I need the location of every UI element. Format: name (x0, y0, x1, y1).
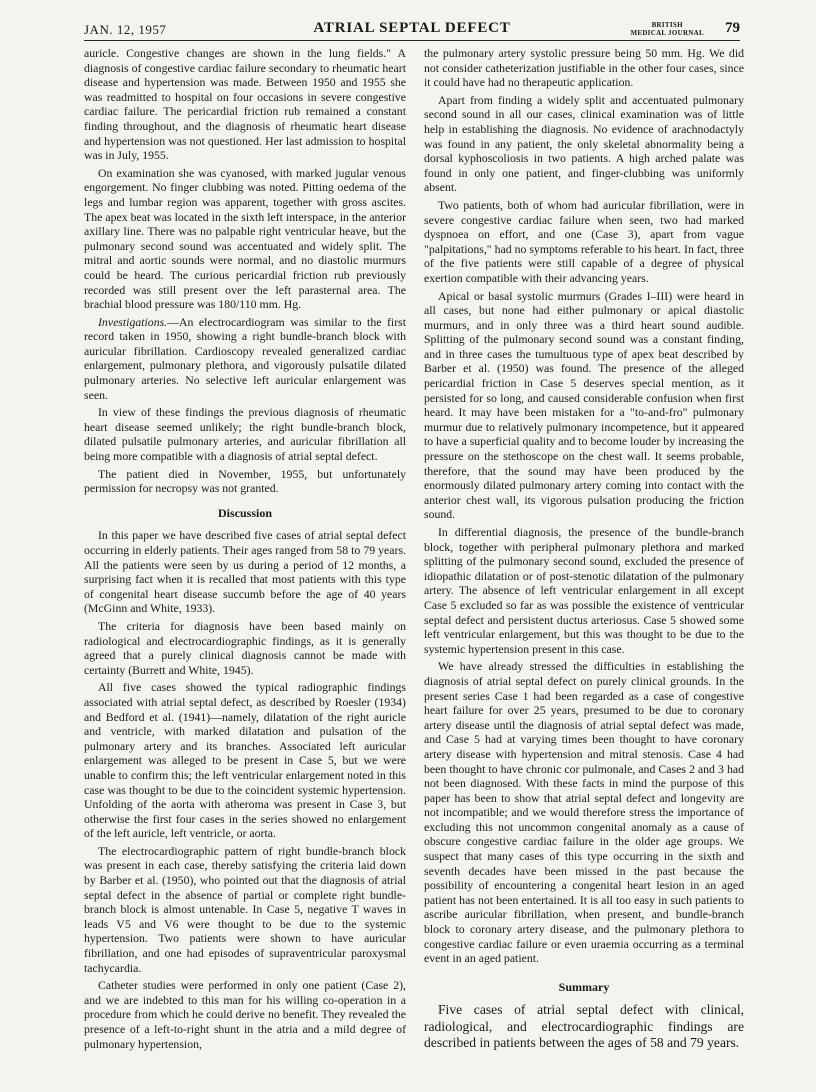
paragraph-investigations (84, 315, 406, 403)
paragraph: In this paper we have described five cases of atrial septal defect occurring in elderly patients. Their ages ranged from 58 to 79 years. All the patients were seen by us during a period of 12 months, a surprising fact when it is recalled that most patients with this type of congenital heart disease succumb before the age of 40 years (McGinn and White, 1933). (84, 528, 406, 616)
page-number: 79 (725, 20, 740, 36)
left-column (84, 46, 406, 1054)
section-heading-discussion: Discussion (217, 505, 273, 520)
header-title: ATRIAL SEPTAL DEFECT (313, 20, 511, 36)
paragraph: Apical or basal systolic murmurs (Grades I–III) were heard in all cases, but none had either pulmonary or apical diastolic murmurs, and in only three was a third heart sound audible. Splitting of the pulmonary second sound was a constant finding, and in three cases the tumultuous type of apex beat described by Barber et al. (1950) was found. The presence of the alleged pericardial friction in Case 5 deserves special mention, as it persisted for so long, and caused considerable confusion when first heard. It may have been mistaken for a "to-and-fro" pulmonary murmur due to relatively pulmonary incompetence, but it appeared to have a superficial quality and to become louder by increasing the pressure on the stethoscope on the chest wall. It seems probable, therefore, that the sound may have been produced by the enormously dilated pulmonary artery coming into contact with the anterior chest wall, its vigorous pulsation producing the friction sound. (424, 288, 744, 522)
summary-paragraph: Five cases of atrial septal defect with clinical, radiological, and electrocardiographic findings are described in patients between the ages of 58 and 79 years. (424, 1002, 744, 1051)
section-heading-summary: Summary (558, 979, 610, 994)
paragraph-text: —An electrocardiogram was similar to the first record taken in 1950, showing a right bundle-branch block with auricular fibrillation. Cardioscopy revealed generalized cardiac enlargement, pulmonary plethora, and vigorously pulsatile dilated pulmonary arteries. No selective left auricular enlargement was seen. (84, 314, 406, 402)
paragraph: Catheter studies were performed in only one patient (Case 2), and we are indebted to this man for his willing co-operation in a procedure from which he could derive no benefit. They revealed the presence of a left-to-right shunt in the atria and a mild degree of pulmonary hypertension, (84, 978, 406, 1051)
paragraph: The electrocardiographic pattern of right bundle-branch block was present in each case, thereby satisfying the criteria laid down by Barber et al. (1950), who pointed out that the diagnosis of atrial septal defect in the absence of partial or complete right bundle-branch block is almost untenable. In Case 5, negative T waves in leads V5 and V6 were thought to be due to the systemic hypertension. Two patients were shown to have auricular fibrillation, and one had episodes of supraventricular paroxysmal tachycardia. (84, 843, 406, 975)
paragraph: In differential diagnosis, the presence of the bundle-branch block, together with peripheral pulmonary plethora and marked splitting of the pulmonary second sound, excluded the presence of idiopathic dilatation or of post-stenotic dilatation of the pulmonary artery. The absence of left ventricular enlargement in all except Case 5 excluded so far as was possible the existence of ventricular septal defect and persistent ductus arteriosus. Case 5 showed some left ventricular enlargement, but this was thought to be due to the systemic hypertension present in this case. (424, 525, 744, 656)
header-date: JAN. 12, 1957 (84, 22, 167, 37)
journal-name-line1: BRITISH (651, 21, 683, 29)
paragraph: All five cases showed the typical radiographic findings associated with atrial septal defect, as described by Roesler (1934) and Bedford et al. (1941)—namely, dilatation of the right auricle and ventricle, with marked dilatation and pulsation of the pulmonary artery and its branches. Associated left auricular enlargement was alleged to be present in Case 5, but we were unable to confirm this; the left ventricular enlargement noted in this case was thought to be due to the coincident systemic hypertension. Unfolding of the aorta with atheroma was present in Case 3, but otherwise the first four cases in the series showed no enlargement of the left auricle, left ventricle, or aorta. (84, 680, 406, 841)
running-header (84, 18, 740, 41)
paragraph: We have already stressed the difficulties in establishing the diagnosis of atrial septal defect on purely clinical grounds. In the present series Case 1 had been regarded as a case of congestive heart failure for over 25 years, presumed to be due to coronary artery disease until the diagnosis of atrial septal defect was made, and Case 5 had at varying times been thought to have coronary artery disease with hypertension and mitral stenosis. Case 4 had been thought to have chronic cor pulmonale, and Cases 2 and 3 had not been diagnosed. With these facts in mind the purpose of this paper has been to show that atrial septal defect and longevity are not incompatible; and we would therefore stress the importance of excluding this not uncommon congenital anomaly as a cause of obscure congestive cardiac failure in the older age groups. We suspect that many cases of this type occurring in the sixth and seventh decades have been missed in the past because the possibility of encountering a congenital heart lesion in an aged patient has not been entertained. It is all too easy in such patients to ascribe auricular fibrillation, when present, and bundle-branch block to coronary artery disease, and the pulmonary plethora to congestive cardiac failure or even uraemia occurring as a terminal event in an aged patient. (424, 659, 744, 966)
paragraph: auricle. Congestive changes are shown in the lung fields." A diagnosis of congestive cardiac failure secondary to rheumatic heart disease and hypertension was made. Between 1950 and 1955 she was readmitted to hospital on four occasions in severe congestive cardiac failure. The pericardial friction rub remained a constant finding throughout, and the diagnosis of rheumatic heart disease and hypertension was not questioned. Her last admission to hospital was in July, 1955. (84, 46, 406, 163)
paragraph: Two patients, both of whom had auricular fibrillation, were in severe congestive cardiac failure when seen, two had marked dyspnoea on effort, and one (Case 3), apart from vague "palpitations," had no symptoms referable to his heart. In fact, three of the five patients were still capable of a degree of physical exertion compatible with their advancing years. (424, 197, 744, 285)
paragraph: The criteria for diagnosis have been based mainly on radiological and electrocardiographic findings, as it is generally agreed that a purely clinical diagnosis cannot be made with certainty (Burrett and White, 1945). (84, 618, 406, 677)
paragraph: On examination she was cyanosed, with marked jugular venous engorgement. No finger clubbing was noted. Pitting oedema of the legs and lumbar region was apparent, together with gross ascites. The apex beat was located in the sixth left interspace, in the anterior axillary line. There was no palpable right ventricular heave, but the pulmonary second sound was accentuated and widely split. The mitral and aortic sounds were normal, and no diastolic murmurs could be heard. The curious pericardial friction rub previously recorded was still present over the left parasternal area. The brachial blood pressure was 180/110 mm. Hg. (84, 165, 406, 312)
paragraph: the pulmonary artery systolic pressure being 50 mm. Hg. We did not consider catheterization justifiable in the other four cases, since it could have had no therapeutic application. (424, 46, 744, 90)
journal-name (630, 21, 704, 37)
paragraph: Apart from finding a widely split and accentuated pulmonary second sound in all our cases, clinical examination was of little help in establishing the diagnosis. No evidence of arachnodactyly was found in any patient, the only skeletal abnormality being a dorsal kyphoscoliosis in two patients. A high arched palate was found in only one patient, and finger-clubbing was uniformly absent. (424, 92, 744, 195)
paragraph: The patient died in November, 1955, but unfortunately permission for necropsy was not granted. (84, 466, 406, 496)
run-in-heading: Investigations. (98, 314, 168, 329)
right-column (424, 46, 744, 1055)
paragraph: In view of these findings the previous diagnosis of rheumatic heart disease seemed unlikely; the right bundle-branch block, dilated pulsatile pulmonary arteries, and auricular fibrillation all being more compatible with a diagnosis of atrial septal defect. (84, 405, 406, 464)
journal-name-line2: MEDICAL JOURNAL (630, 29, 704, 37)
